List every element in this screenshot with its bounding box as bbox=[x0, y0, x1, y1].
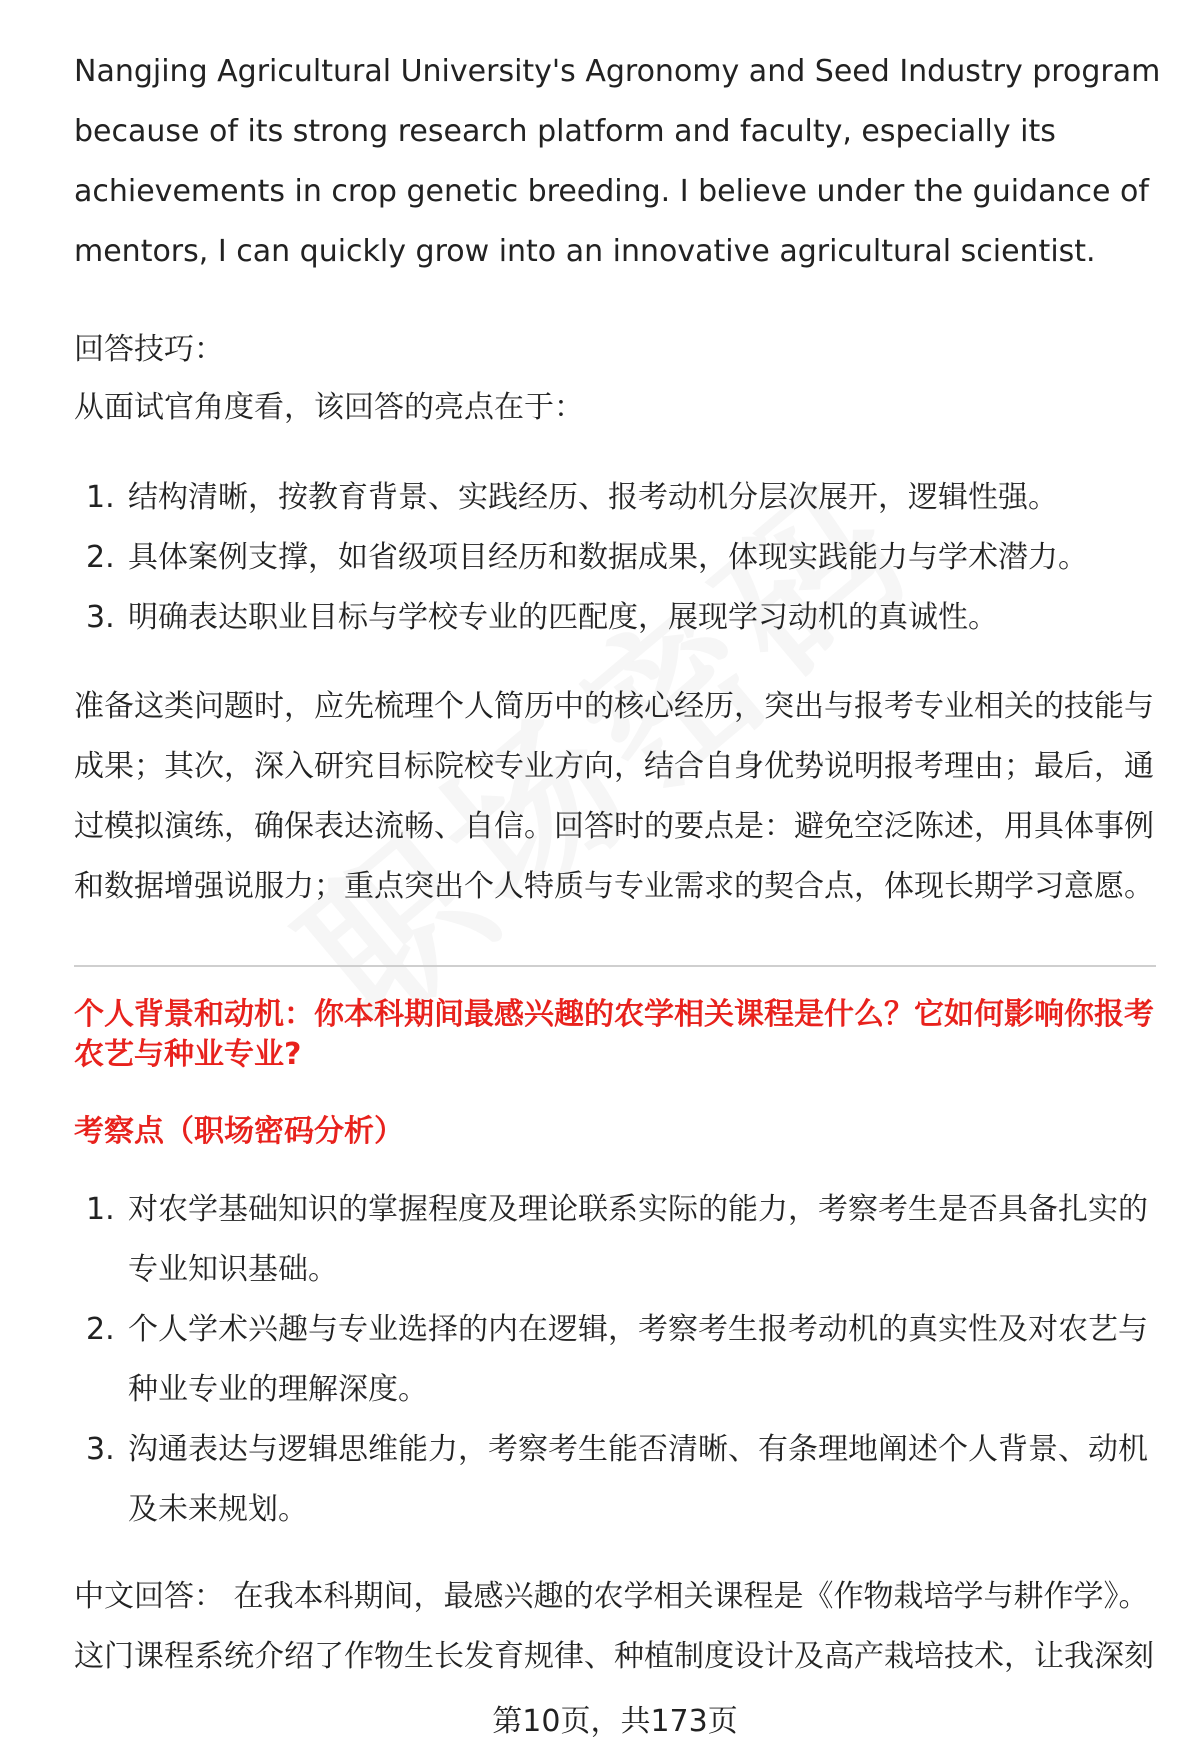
list-number: 3. bbox=[86, 600, 115, 635]
list-text-line: 专业知识基础。 bbox=[128, 1252, 338, 1287]
advice-line: 和数据增强说服力；重点突出个人特质与专业需求的契合点，体现长期学习意愿。 bbox=[74, 869, 1154, 904]
advice-line: 成果；其次，深入研究目标院校专业方向，结合自身优势说明报考理由；最后，通 bbox=[74, 749, 1154, 784]
list-text: 明确表达职业目标与学校专业的匹配度，展现学习动机的真诚性。 bbox=[128, 600, 998, 635]
list-number: 2. bbox=[86, 1312, 115, 1347]
list-text: 具体案例支撑，如省级项目经历和数据成果，体现实践能力与学术潜力。 bbox=[128, 540, 1088, 575]
answer-paragraph bbox=[74, 1567, 1156, 1687]
list-text-line: 种业专业的理解深度。 bbox=[128, 1372, 428, 1407]
intro-line: because of its strong research platform and faculty, especially its bbox=[74, 114, 1056, 149]
advice-line: 过模拟演练，确保表达流畅、自信。回答时的要点是：避免空泛陈述，用具体事例 bbox=[74, 809, 1154, 844]
intro-line: Nangjing Agricultural University's Agronomy and Seed Industry program bbox=[74, 54, 1161, 89]
question-title-line: 农艺与种业专业? bbox=[74, 1037, 302, 1072]
page-number-footer: 第10页，共173页 bbox=[492, 1704, 738, 1739]
list-number: 1. bbox=[86, 1192, 115, 1227]
tips-label: 回答技巧： bbox=[74, 332, 224, 367]
list-text-line: 及未来规划。 bbox=[128, 1492, 308, 1527]
list-text-line: 个人学术兴趣与专业选择的内在逻辑，考察考生报考动机的真实性及对农艺与 bbox=[128, 1312, 1148, 1347]
list-number: 1. bbox=[86, 480, 115, 515]
intro-line: mentors, I can quickly grow into an innovative agricultural scientist. bbox=[74, 234, 1096, 269]
exam-point-heading: 考察点（职场密码分析） bbox=[74, 1114, 404, 1149]
advice-line: 准备这类问题时，应先梳理个人简历中的核心经历，突出与报考专业相关的技能与 bbox=[74, 689, 1154, 724]
list-text-line: 对农学基础知识的掌握程度及理论联系实际的能力，考察考生是否具备扎实的 bbox=[128, 1192, 1148, 1227]
list-number: 2. bbox=[86, 540, 115, 575]
list-text-line: 沟通表达与逻辑思维能力，考察考生能否清晰、有条理地阐述个人背景、动机 bbox=[128, 1432, 1148, 1467]
list-text: 结构清晰，按教育背景、实践经历、报考动机分层次展开，逻辑性强。 bbox=[128, 480, 1058, 515]
tips-lead: 从面试官角度看，该回答的亮点在于： bbox=[74, 390, 584, 425]
list-number: 3. bbox=[86, 1432, 115, 1467]
advice-paragraph bbox=[74, 677, 1156, 917]
list-text bbox=[128, 1300, 1148, 1420]
intro-paragraph bbox=[74, 42, 1161, 282]
question-title-line: 个人背景和动机：你本科期间最感兴趣的农学相关课程是什么？它如何影响你报考 bbox=[74, 997, 1154, 1032]
answer-line: 这门课程系统介绍了作物生长发育规律、种植制度设计及高产栽培技术，让我深刻 bbox=[74, 1639, 1154, 1674]
question-title bbox=[74, 995, 1156, 1075]
section-divider bbox=[74, 965, 1156, 967]
answer-line: 中文回答： 在我本科期间，最感兴趣的农学相关课程是《作物栽培学与耕作学》。 bbox=[74, 1579, 1149, 1614]
intro-line: achievements in crop genetic breeding. I believe under the guidance of bbox=[74, 174, 1149, 209]
list-text bbox=[128, 1180, 1148, 1300]
document-page bbox=[74, 0, 1161, 1755]
list-text bbox=[128, 1420, 1148, 1540]
